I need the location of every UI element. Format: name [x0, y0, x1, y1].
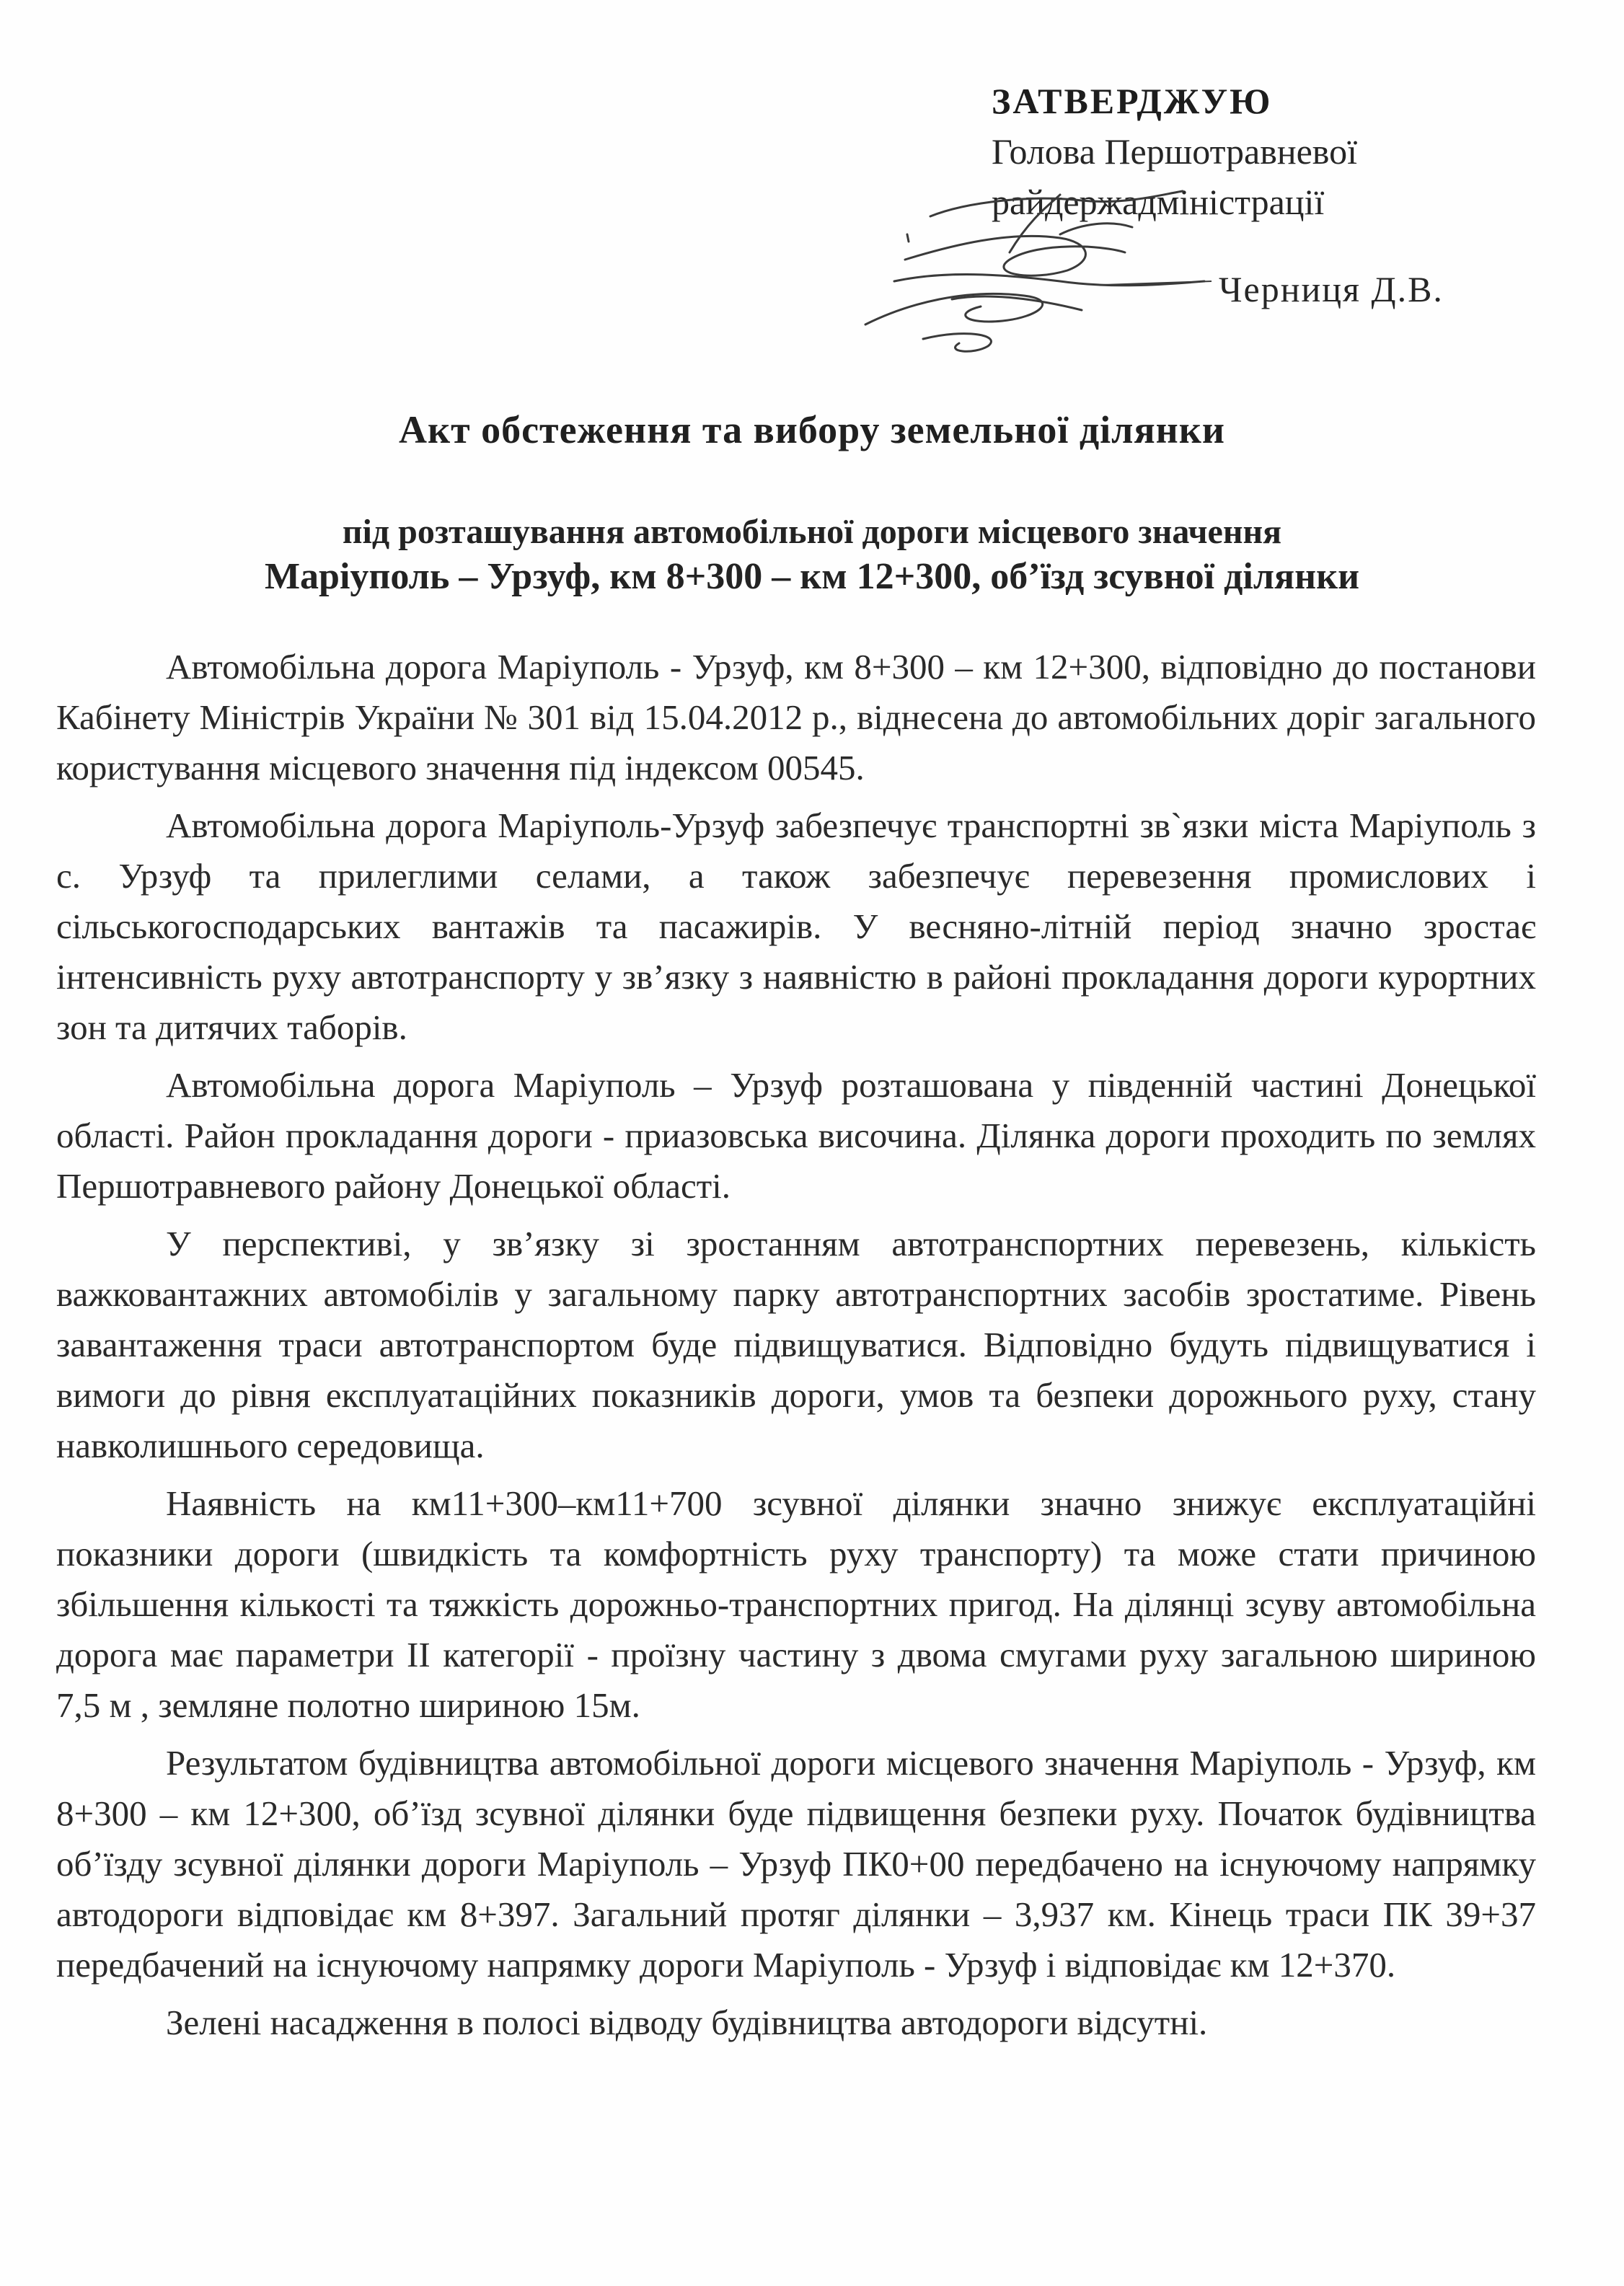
handwritten-signature [822, 173, 1212, 389]
paragraph: У перспективі, у зв’язку зі зростанням автотранспортних перевезень, кількість важковантажних автомобілів у загальному парку автотранспортних засобів зростатиме. Рівень завантаження траси автотранспортом буде підвищуватися. Відповідно будуть підвищуватися і вимоги до рівня експлуатаційних показників дороги, умов та безпеки дорожнього руху, стану навколишнього середовища. [56, 1224, 1536, 1465]
approval-position-line1: Голова Першотравневої [992, 131, 1357, 172]
approval-heading: ЗАТВЕРДЖУЮ [992, 81, 1273, 121]
document-subtitle-line2: Маріуполь – Урзуф, км 8+300 – км 12+300, об’їзд зсувної ділянки [264, 556, 1360, 597]
paragraph: Автомобільна дорога Маріуполь – Урзуф розташована у південній частині Донецької області. Район прокладання дороги - приазовська височина. Ділянка дороги проходить по землях Першотравневого району Донецької області. [56, 1065, 1536, 1206]
document-title: Акт обстеження та вибору земельної ділянки [398, 408, 1226, 451]
signer-name: Черниця Д.В. [1219, 269, 1444, 309]
paragraph: Результатом будівництва автомобільної дороги місцевого значення Маріуполь - Урзуф, км 8+300 – км 12+300, об’їзд зсувної ділянки буде підвищення безпеки руху. Початок будівництва об’їзду зсувної ділянки дороги Маріуполь – Урзуф ПК0+00 передбачено на існуючому напрямку автодороги відповідає км 8+397. Загальний протяг ділянки – 3,937 км. Кінець траси ПК 39+37 передбачений на існуючому напрямку дороги Маріуполь - Урзуф і відповідає км 12+370. [56, 1743, 1536, 1985]
paragraph: Автомобільна дорога Маріуполь-Урзуф забезпечує транспортні зв`язки міста Маріуполь з с. Урзуф та прилеглими селами, а також забезпечує перевезення промислових і сільськогосподарських вантажів та пасажирів. У весняно-літній період значно зростає інтенсивність руху автотранспорту у зв’язку з наявністю в районі прокладання дороги курортних зон та дитячих таборів. [56, 806, 1536, 1047]
paragraph: Наявність на км11+300–км11+700 зсувної ділянки значно знижує експлуатаційні показники дороги (швидкість та комфортність руху транспорту) та може стати причиною збільшення кількості та тяжкість дорожньо-транспортних пригод. На ділянці зсуву автомобільна дорога має параметри II категорії - проїзну частину з двома смугами руху загальною шириною 7,5 м , земляне полотно шириною 15м. [56, 1483, 1536, 1725]
paragraph: Автомобільна дорога Маріуполь - Урзуф, км 8+300 – км 12+300, відповідно до постанови Кабінету Міністрів України № 301 від 15.04.2012 р., віднесена до автомобільних доріг загального користування місцевого значення під індексом 00545. [56, 647, 1536, 787]
approval-position-line2: райдержадміністрації [992, 182, 1325, 222]
document-subtitle-line1: під розташування автомобільної дороги місцевого значення [342, 513, 1282, 551]
paragraph: Зелені насадження в полосі відводу будівництва автодороги відсутні. [166, 2003, 1208, 2042]
document-body [56, 642, 1536, 2055]
